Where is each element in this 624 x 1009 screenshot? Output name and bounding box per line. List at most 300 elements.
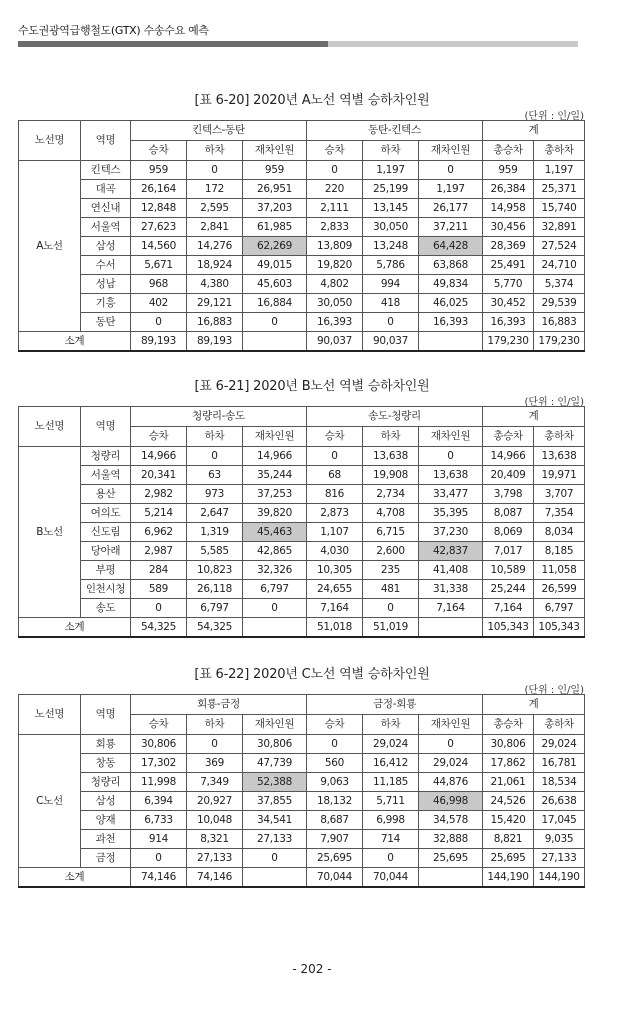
value-cell: 0 bbox=[131, 849, 187, 868]
value-cell: 18,132 bbox=[307, 792, 363, 811]
value-cell: 25,491 bbox=[483, 256, 534, 275]
subheader-cell: 하차 bbox=[187, 715, 243, 735]
station-name-cell: 송도 bbox=[81, 599, 131, 618]
value-cell: 6,998 bbox=[363, 811, 419, 830]
value-cell: 13,638 bbox=[534, 447, 585, 466]
group-header: 금정-회룡 bbox=[307, 695, 483, 715]
subheader-cell: 총승차 bbox=[483, 427, 534, 447]
value-cell: 816 bbox=[307, 485, 363, 504]
station-name-cell: 청량리 bbox=[81, 447, 131, 466]
line-column-header: 노선명 bbox=[19, 407, 81, 447]
value-cell: 10,823 bbox=[187, 561, 243, 580]
station-name-cell: 과천 bbox=[81, 830, 131, 849]
value-cell: 914 bbox=[131, 830, 187, 849]
ridership-table bbox=[18, 694, 585, 888]
ridership-table bbox=[18, 406, 585, 638]
value-cell: 51,019 bbox=[363, 618, 419, 638]
value-cell: 959 bbox=[131, 161, 187, 180]
value-cell: 994 bbox=[363, 275, 419, 294]
value-cell: 25,695 bbox=[307, 849, 363, 868]
station-name-cell: 신도림 bbox=[81, 523, 131, 542]
unit-note: (단위 : 인/일) bbox=[524, 397, 584, 408]
value-cell: 2,595 bbox=[187, 199, 243, 218]
value-cell: 6,394 bbox=[131, 792, 187, 811]
table-row bbox=[19, 830, 585, 849]
table-row bbox=[19, 754, 585, 773]
subheader-cell: 하차 bbox=[363, 427, 419, 447]
value-cell: 0 bbox=[187, 447, 243, 466]
group-header: 계 bbox=[483, 121, 585, 141]
group-header: 계 bbox=[483, 407, 585, 427]
value-cell: 1,197 bbox=[419, 180, 483, 199]
value-cell: 19,820 bbox=[307, 256, 363, 275]
group-header: 계 bbox=[483, 695, 585, 715]
station-name-cell: 청량리 bbox=[81, 773, 131, 792]
value-cell: 1,319 bbox=[187, 523, 243, 542]
header-row bbox=[19, 121, 585, 141]
value-cell: 179,230 bbox=[483, 332, 534, 352]
table-row bbox=[19, 542, 585, 561]
station-name-cell: 여의도 bbox=[81, 504, 131, 523]
table-row bbox=[19, 792, 585, 811]
value-cell bbox=[419, 332, 483, 352]
value-cell: 30,050 bbox=[307, 294, 363, 313]
value-cell: 105,343 bbox=[483, 618, 534, 638]
value-cell: 49,015 bbox=[243, 256, 307, 275]
value-cell: 2,841 bbox=[187, 218, 243, 237]
value-cell: 46,025 bbox=[419, 294, 483, 313]
value-cell: 47,739 bbox=[243, 754, 307, 773]
value-cell: 20,341 bbox=[131, 466, 187, 485]
value-cell: 26,164 bbox=[131, 180, 187, 199]
value-cell bbox=[419, 868, 483, 888]
subheader-cell: 하차 bbox=[187, 141, 243, 161]
value-cell: 8,821 bbox=[483, 830, 534, 849]
value-cell: 8,087 bbox=[483, 504, 534, 523]
line-column-header: 노선명 bbox=[19, 695, 81, 735]
value-cell: 13,638 bbox=[419, 466, 483, 485]
value-cell: 62,269 bbox=[243, 237, 307, 256]
value-cell: 0 bbox=[307, 447, 363, 466]
ridership-table bbox=[18, 120, 585, 352]
value-cell: 25,199 bbox=[363, 180, 419, 199]
value-cell: 26,384 bbox=[483, 180, 534, 199]
subheader-cell: 하차 bbox=[363, 715, 419, 735]
value-cell: 2,982 bbox=[131, 485, 187, 504]
table-row bbox=[19, 485, 585, 504]
value-cell: 37,203 bbox=[243, 199, 307, 218]
subheader-cell: 승차 bbox=[307, 141, 363, 161]
value-cell: 5,770 bbox=[483, 275, 534, 294]
value-cell: 4,030 bbox=[307, 542, 363, 561]
subheader-cell: 재차인원 bbox=[243, 141, 307, 161]
table-row bbox=[19, 599, 585, 618]
value-cell: 0 bbox=[363, 849, 419, 868]
value-cell: 560 bbox=[307, 754, 363, 773]
value-cell: 4,802 bbox=[307, 275, 363, 294]
subtotal-label: 소계 bbox=[19, 868, 131, 888]
value-cell: 0 bbox=[131, 313, 187, 332]
value-cell: 0 bbox=[187, 735, 243, 754]
line-column-header: 노선명 bbox=[19, 121, 81, 161]
value-cell: 24,526 bbox=[483, 792, 534, 811]
station-name-cell: 서울역 bbox=[81, 466, 131, 485]
value-cell: 35,244 bbox=[243, 466, 307, 485]
value-cell: 18,924 bbox=[187, 256, 243, 275]
station-name-cell: 삼성 bbox=[81, 792, 131, 811]
subheader-cell: 승차 bbox=[131, 715, 187, 735]
value-cell: 13,248 bbox=[363, 237, 419, 256]
value-cell: 29,121 bbox=[187, 294, 243, 313]
value-cell: 12,848 bbox=[131, 199, 187, 218]
value-cell: 17,045 bbox=[534, 811, 585, 830]
value-cell: 6,715 bbox=[363, 523, 419, 542]
line-name-cell: B노선 bbox=[19, 447, 81, 618]
value-cell: 33,477 bbox=[419, 485, 483, 504]
value-cell: 68 bbox=[307, 466, 363, 485]
value-cell: 18,534 bbox=[534, 773, 585, 792]
table-row bbox=[19, 773, 585, 792]
value-cell: 714 bbox=[363, 830, 419, 849]
table-row bbox=[19, 161, 585, 180]
value-cell: 0 bbox=[243, 599, 307, 618]
value-cell: 6,797 bbox=[187, 599, 243, 618]
value-cell: 16,781 bbox=[534, 754, 585, 773]
value-cell: 21,061 bbox=[483, 773, 534, 792]
value-cell: 14,958 bbox=[483, 199, 534, 218]
value-cell: 24,655 bbox=[307, 580, 363, 599]
value-cell: 30,452 bbox=[483, 294, 534, 313]
station-name-cell: 서울역 bbox=[81, 218, 131, 237]
value-cell: 10,048 bbox=[187, 811, 243, 830]
station-name-cell: 인천시청 bbox=[81, 580, 131, 599]
table-row bbox=[19, 811, 585, 830]
value-cell: 51,018 bbox=[307, 618, 363, 638]
table-row bbox=[19, 523, 585, 542]
value-cell: 7,164 bbox=[419, 599, 483, 618]
station-column-header: 역명 bbox=[81, 695, 131, 735]
page-number: - 202 - bbox=[292, 962, 332, 976]
value-cell: 19,971 bbox=[534, 466, 585, 485]
subheader-cell: 하차 bbox=[363, 141, 419, 161]
unit-note: (단위 : 인/일) bbox=[524, 685, 584, 696]
value-cell: 2,734 bbox=[363, 485, 419, 504]
value-cell bbox=[243, 618, 307, 638]
station-name-cell: 금정 bbox=[81, 849, 131, 868]
station-name-cell: 창동 bbox=[81, 754, 131, 773]
value-cell: 481 bbox=[363, 580, 419, 599]
value-cell: 973 bbox=[187, 485, 243, 504]
group-header: 동탄-킨텍스 bbox=[307, 121, 483, 141]
value-cell: 27,133 bbox=[187, 849, 243, 868]
subheader-cell: 총하차 bbox=[534, 141, 585, 161]
value-cell: 14,276 bbox=[187, 237, 243, 256]
table-row bbox=[19, 256, 585, 275]
value-cell: 8,069 bbox=[483, 523, 534, 542]
group-header: 청량리-송도 bbox=[131, 407, 307, 427]
value-cell: 63,868 bbox=[419, 256, 483, 275]
value-cell bbox=[243, 332, 307, 352]
table-row bbox=[19, 180, 585, 199]
value-cell: 61,985 bbox=[243, 218, 307, 237]
value-cell: 13,809 bbox=[307, 237, 363, 256]
table-row bbox=[19, 275, 585, 294]
value-cell: 16,393 bbox=[419, 313, 483, 332]
value-cell: 26,638 bbox=[534, 792, 585, 811]
subheader-cell: 하차 bbox=[187, 427, 243, 447]
value-cell: 90,037 bbox=[307, 332, 363, 352]
value-cell: 3,798 bbox=[483, 485, 534, 504]
value-cell: 70,044 bbox=[307, 868, 363, 888]
value-cell: 10,305 bbox=[307, 561, 363, 580]
value-cell: 30,806 bbox=[243, 735, 307, 754]
value-cell: 11,998 bbox=[131, 773, 187, 792]
value-cell: 5,671 bbox=[131, 256, 187, 275]
value-cell: 74,146 bbox=[187, 868, 243, 888]
value-cell: 30,806 bbox=[483, 735, 534, 754]
value-cell: 0 bbox=[307, 735, 363, 754]
station-name-cell: 연신내 bbox=[81, 199, 131, 218]
value-cell: 0 bbox=[243, 849, 307, 868]
value-cell: 30,050 bbox=[363, 218, 419, 237]
station-name-cell: 양재 bbox=[81, 811, 131, 830]
subtotal-row bbox=[19, 332, 585, 352]
value-cell bbox=[419, 618, 483, 638]
value-cell: 15,420 bbox=[483, 811, 534, 830]
value-cell: 89,193 bbox=[131, 332, 187, 352]
value-cell: 0 bbox=[419, 161, 483, 180]
value-cell: 20,409 bbox=[483, 466, 534, 485]
value-cell: 35,395 bbox=[419, 504, 483, 523]
value-cell bbox=[243, 868, 307, 888]
value-cell: 29,024 bbox=[363, 735, 419, 754]
header-rule-accent bbox=[18, 41, 328, 47]
value-cell: 25,371 bbox=[534, 180, 585, 199]
group-header: 회룡-금정 bbox=[131, 695, 307, 715]
header-row bbox=[19, 695, 585, 715]
value-cell: 13,638 bbox=[363, 447, 419, 466]
value-cell: 235 bbox=[363, 561, 419, 580]
table-row bbox=[19, 504, 585, 523]
value-cell: 15,740 bbox=[534, 199, 585, 218]
value-cell: 54,325 bbox=[187, 618, 243, 638]
value-cell: 0 bbox=[419, 735, 483, 754]
value-cell: 8,321 bbox=[187, 830, 243, 849]
value-cell: 2,987 bbox=[131, 542, 187, 561]
value-cell: 24,710 bbox=[534, 256, 585, 275]
subheader-cell: 총승차 bbox=[483, 715, 534, 735]
value-cell: 28,369 bbox=[483, 237, 534, 256]
value-cell: 8,034 bbox=[534, 523, 585, 542]
group-header: 송도-청량리 bbox=[307, 407, 483, 427]
value-cell: 41,408 bbox=[419, 561, 483, 580]
value-cell: 14,966 bbox=[131, 447, 187, 466]
station-name-cell: 대곡 bbox=[81, 180, 131, 199]
value-cell: 37,855 bbox=[243, 792, 307, 811]
value-cell: 5,214 bbox=[131, 504, 187, 523]
value-cell: 25,695 bbox=[483, 849, 534, 868]
value-cell: 3,707 bbox=[534, 485, 585, 504]
value-cell: 89,193 bbox=[187, 332, 243, 352]
value-cell: 7,017 bbox=[483, 542, 534, 561]
value-cell: 27,133 bbox=[534, 849, 585, 868]
group-header: 킨텍스-동탄 bbox=[131, 121, 307, 141]
value-cell: 37,230 bbox=[419, 523, 483, 542]
value-cell: 2,833 bbox=[307, 218, 363, 237]
subtotal-label: 소계 bbox=[19, 618, 131, 638]
value-cell: 0 bbox=[243, 313, 307, 332]
value-cell: 0 bbox=[131, 599, 187, 618]
value-cell: 0 bbox=[187, 161, 243, 180]
subheader-cell: 승차 bbox=[131, 427, 187, 447]
value-cell: 27,133 bbox=[243, 830, 307, 849]
value-cell: 70,044 bbox=[363, 868, 419, 888]
running-header: 수도권광역급행철도(GTX) 수송수요 예측 bbox=[18, 24, 209, 37]
value-cell: 402 bbox=[131, 294, 187, 313]
value-cell: 32,326 bbox=[243, 561, 307, 580]
value-cell: 26,951 bbox=[243, 180, 307, 199]
value-cell: 8,687 bbox=[307, 811, 363, 830]
table-row bbox=[19, 199, 585, 218]
subheader-cell: 승차 bbox=[307, 715, 363, 735]
value-cell: 26,177 bbox=[419, 199, 483, 218]
station-name-cell: 킨텍스 bbox=[81, 161, 131, 180]
value-cell: 45,463 bbox=[243, 523, 307, 542]
subtotal-row bbox=[19, 868, 585, 888]
value-cell: 74,146 bbox=[131, 868, 187, 888]
table-row bbox=[19, 735, 585, 754]
value-cell: 0 bbox=[363, 599, 419, 618]
value-cell: 0 bbox=[363, 313, 419, 332]
value-cell: 7,354 bbox=[534, 504, 585, 523]
value-cell: 37,211 bbox=[419, 218, 483, 237]
value-cell: 25,695 bbox=[419, 849, 483, 868]
value-cell: 32,888 bbox=[419, 830, 483, 849]
value-cell: 7,907 bbox=[307, 830, 363, 849]
value-cell: 10,589 bbox=[483, 561, 534, 580]
value-cell: 54,325 bbox=[131, 618, 187, 638]
value-cell: 1,107 bbox=[307, 523, 363, 542]
line-name-cell: A노선 bbox=[19, 161, 81, 332]
value-cell: 16,412 bbox=[363, 754, 419, 773]
value-cell: 284 bbox=[131, 561, 187, 580]
value-cell: 29,024 bbox=[419, 754, 483, 773]
station-column-header: 역명 bbox=[81, 121, 131, 161]
subheader-cell: 승차 bbox=[307, 427, 363, 447]
station-name-cell: 용산 bbox=[81, 485, 131, 504]
station-name-cell: 기흥 bbox=[81, 294, 131, 313]
table-row bbox=[19, 466, 585, 485]
value-cell: 172 bbox=[187, 180, 243, 199]
value-cell: 2,600 bbox=[363, 542, 419, 561]
value-cell: 9,035 bbox=[534, 830, 585, 849]
value-cell: 16,393 bbox=[483, 313, 534, 332]
value-cell: 30,456 bbox=[483, 218, 534, 237]
table-row bbox=[19, 849, 585, 868]
value-cell: 2,873 bbox=[307, 504, 363, 523]
value-cell: 5,711 bbox=[363, 792, 419, 811]
value-cell: 17,862 bbox=[483, 754, 534, 773]
table-row bbox=[19, 580, 585, 599]
value-cell: 42,837 bbox=[419, 542, 483, 561]
value-cell: 144,190 bbox=[483, 868, 534, 888]
value-cell: 7,164 bbox=[307, 599, 363, 618]
value-cell: 8,185 bbox=[534, 542, 585, 561]
value-cell: 16,884 bbox=[243, 294, 307, 313]
value-cell: 26,599 bbox=[534, 580, 585, 599]
value-cell: 34,541 bbox=[243, 811, 307, 830]
value-cell: 11,185 bbox=[363, 773, 419, 792]
subheader-cell: 총승차 bbox=[483, 141, 534, 161]
value-cell: 959 bbox=[483, 161, 534, 180]
value-cell: 0 bbox=[307, 161, 363, 180]
value-cell: 6,797 bbox=[243, 580, 307, 599]
value-cell: 20,927 bbox=[187, 792, 243, 811]
table-row bbox=[19, 561, 585, 580]
table-row bbox=[19, 313, 585, 332]
subheader-cell: 승차 bbox=[131, 141, 187, 161]
table-row bbox=[19, 218, 585, 237]
value-cell: 46,998 bbox=[419, 792, 483, 811]
value-cell: 30,806 bbox=[131, 735, 187, 754]
table-caption: [표 6-21] 2020년 B노선 역별 승하차인원 bbox=[194, 379, 430, 394]
value-cell: 2,647 bbox=[187, 504, 243, 523]
subtotal-label: 소계 bbox=[19, 332, 131, 352]
value-cell: 6,733 bbox=[131, 811, 187, 830]
value-cell: 44,876 bbox=[419, 773, 483, 792]
value-cell: 37,253 bbox=[243, 485, 307, 504]
value-cell: 7,349 bbox=[187, 773, 243, 792]
value-cell: 16,883 bbox=[187, 313, 243, 332]
value-cell: 968 bbox=[131, 275, 187, 294]
value-cell: 14,966 bbox=[483, 447, 534, 466]
value-cell: 220 bbox=[307, 180, 363, 199]
value-cell: 7,164 bbox=[483, 599, 534, 618]
value-cell: 14,560 bbox=[131, 237, 187, 256]
subheader-cell: 재차인원 bbox=[419, 141, 483, 161]
value-cell: 6,962 bbox=[131, 523, 187, 542]
value-cell: 589 bbox=[131, 580, 187, 599]
value-cell: 27,524 bbox=[534, 237, 585, 256]
value-cell: 9,063 bbox=[307, 773, 363, 792]
value-cell: 90,037 bbox=[363, 332, 419, 352]
value-cell: 5,374 bbox=[534, 275, 585, 294]
value-cell: 4,708 bbox=[363, 504, 419, 523]
subheader-cell: 총하차 bbox=[534, 427, 585, 447]
station-name-cell: 부평 bbox=[81, 561, 131, 580]
value-cell: 16,883 bbox=[534, 313, 585, 332]
value-cell: 959 bbox=[243, 161, 307, 180]
value-cell: 5,585 bbox=[187, 542, 243, 561]
value-cell: 25,244 bbox=[483, 580, 534, 599]
value-cell: 1,197 bbox=[534, 161, 585, 180]
table-row bbox=[19, 237, 585, 256]
station-column-header: 역명 bbox=[81, 407, 131, 447]
subheader-cell: 재차인원 bbox=[419, 427, 483, 447]
value-cell: 369 bbox=[187, 754, 243, 773]
station-name-cell: 동탄 bbox=[81, 313, 131, 332]
value-cell: 31,338 bbox=[419, 580, 483, 599]
value-cell: 418 bbox=[363, 294, 419, 313]
line-name-cell: C노선 bbox=[19, 735, 81, 868]
value-cell: 105,343 bbox=[534, 618, 585, 638]
value-cell: 49,834 bbox=[419, 275, 483, 294]
value-cell: 14,966 bbox=[243, 447, 307, 466]
unit-note: (단위 : 인/일) bbox=[524, 111, 584, 122]
subheader-cell: 재차인원 bbox=[243, 427, 307, 447]
value-cell: 45,603 bbox=[243, 275, 307, 294]
subheader-cell: 총하차 bbox=[534, 715, 585, 735]
